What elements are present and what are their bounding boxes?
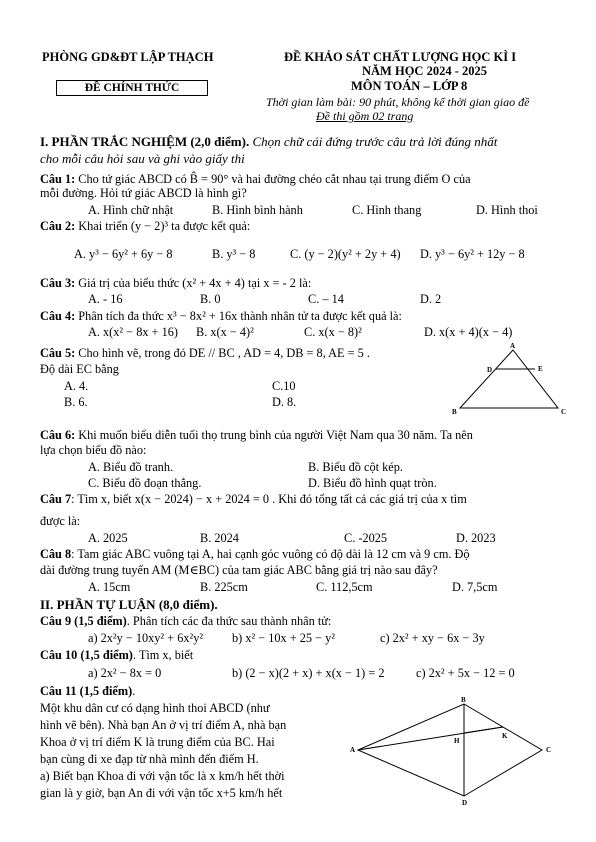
label-c: C	[546, 746, 552, 754]
q9-text: Câu 9 (1,5 điểm). Phân tích các đa thức sau thành nhân tử:	[40, 614, 332, 628]
q6-option-c: C. Biểu đồ đoạn thẳng.	[88, 476, 202, 490]
q4-option-b: B. x(x − 4)²	[196, 325, 254, 339]
q2-option-a: A. y³ − 6y² + 6y − 8	[74, 247, 173, 261]
q5-option-b: B. 6.	[64, 395, 88, 409]
q2-text: Câu 2: Khai triển (y − 2)³ ta được kết quả:	[40, 219, 251, 233]
label-k: K	[502, 732, 508, 740]
q7-option-d: D. 2023	[456, 531, 496, 545]
label-d: D	[462, 799, 468, 807]
q1-text: Câu 1: Cho tứ giác ABCD có B̂ = 90° và hai đường chéo cắt nhau tại trung điểm O của	[40, 172, 471, 186]
q7-option-a: A. 2025	[88, 531, 128, 545]
q6-text-2: lựa chọn biểu đồ nào:	[40, 443, 147, 457]
q5-option-a: A. 4.	[64, 379, 89, 393]
triangle-abc	[460, 350, 558, 408]
q8-option-a: A. 15cm	[88, 580, 131, 594]
q8-text: Câu 8: Tam giác ABC vuông tại A, hai cạnh góc vuông có độ dài là 12 cm và 9 cm. Độ	[40, 547, 470, 561]
q5-option-d: D. 8.	[272, 395, 297, 409]
q4-text: Câu 4: Phân tích đa thức x³ − 8x² + 16x thành nhân tử ta được kết quả là:	[40, 309, 402, 323]
label-a: A	[510, 342, 516, 350]
q5-option-c: C.10	[272, 379, 296, 393]
exam-title: ĐỀ KHẢO SÁT CHẤT LƯỢNG HỌC KÌ I	[284, 50, 517, 64]
q9-part-a: a) 2x²y − 10xy² + 6x²y²	[88, 631, 204, 645]
q11-rhombus-figure	[348, 696, 558, 808]
label-c: C	[561, 408, 567, 416]
subject-title: MÔN TOÁN – LỚP 8	[351, 79, 468, 93]
q1-option-d: D. Hình thoi	[476, 203, 538, 217]
q7-text: Câu 7: Tìm x, biết x(x − 2024) − x + 2024 = 0 . Khi đó tổng tất cả các giá trị của x tìm	[40, 492, 467, 506]
q3-option-c: C. – 14	[308, 292, 344, 306]
q3-option-a: A. - 16	[88, 292, 123, 306]
q5-text: Câu 5: Cho hình vẽ, trong đó DE // BC , AD = 4, DB = 8, AE = 5 .	[40, 346, 370, 360]
q2-option-c: C. (y − 2)(y² + 2y + 4)	[290, 247, 401, 261]
q9-part-c: c) 2x² + xy − 6x − 3y	[380, 631, 485, 645]
q10-text: Câu 10 (1,5 điểm). Tìm x, biết	[40, 648, 194, 662]
q2-option-d: D. y³ − 6y² + 12y − 8	[420, 247, 525, 261]
label-d: D	[487, 366, 493, 374]
q11-line-1: Một khu dân cư có dạng hình thoi ABCD (như	[40, 701, 270, 715]
q9-part-b: b) x² − 10x + 25 − y²	[232, 631, 335, 645]
official-badge: ĐỀ CHÍNH THỨC	[56, 80, 208, 96]
q7-option-b: B. 2024	[200, 531, 239, 545]
label-h: H	[454, 737, 460, 745]
exam-time: Thời gian làm bài: 90 phút, không kể thời gian giao đề	[266, 95, 530, 109]
q1-option-c: C. Hình thang	[352, 203, 422, 217]
q6-text: Câu 6: Khi muốn biểu diễn tuổi thọ trung bình của người Việt Nam qua 30 năm. Ta nên	[40, 428, 473, 442]
q11-line-4: bạn cùng đi xe đạp từ nhà mình đến điểm H.	[40, 752, 259, 766]
q6-option-d: D. Biểu đồ hình quạt tròn.	[308, 476, 437, 490]
q1-option-b: B. Hình bình hành	[212, 203, 303, 217]
part1-instruction: cho mỗi câu hỏi sau và ghi vào giấy thi	[40, 151, 245, 166]
school-year: NĂM HỌC 2024 - 2025	[362, 64, 487, 78]
q4-option-a: A. x(x² − 8x + 16)	[88, 325, 178, 339]
q11-line-2: hình vẽ bên). Nhà bạn An ở vị trí điểm A, nhà bạn	[40, 718, 287, 732]
q7-text-2: được là:	[40, 514, 81, 528]
q3-option-b: B. 0	[200, 292, 221, 306]
q7-option-c: C. -2025	[344, 531, 388, 545]
page-count: Đề thi gồm 02 trang	[316, 109, 414, 123]
q8-option-d: D. 7,5cm	[452, 580, 498, 594]
label-b: B	[461, 696, 466, 704]
q10-part-c: c) 2x² + 5x − 12 = 0	[416, 666, 515, 680]
part2-heading: II. PHẦN TỰ LUẬN (8,0 điểm).	[40, 597, 218, 612]
q1-option-a: A. Hình chữ nhật	[88, 203, 174, 217]
label-a: A	[350, 746, 356, 754]
q10-part-b: b) (2 − x)(2 + x) + x(x − 1) = 2	[232, 666, 385, 680]
q11-line-5: a) Biết bạn Khoa đi với vận tốc là x km/h hết thời	[40, 769, 285, 783]
q11-heading: Câu 11 (1,5 điểm).	[40, 684, 136, 698]
q6-option-a: A. Biểu đồ tranh.	[88, 460, 174, 474]
label-b: B	[452, 408, 457, 416]
segment-hk	[464, 727, 503, 733]
q5-text-2: Độ dài EC bằng	[40, 362, 119, 376]
q5-triangle-figure	[440, 340, 580, 418]
q4-option-d: D. x(x + 4)(x − 4)	[424, 325, 513, 339]
q4-option-c: C. x(x − 8)²	[304, 325, 362, 339]
q6-option-b: B. Biểu đồ cột kép.	[308, 460, 403, 474]
q10-part-a: a) 2x² − 8x = 0	[88, 666, 162, 680]
rhombus-abcd	[358, 704, 542, 796]
department-name: PHÒNG GD&ĐT LẬP THẠCH	[42, 50, 214, 64]
q8-option-c: C. 112,5cm	[316, 580, 373, 594]
q8-option-b: B. 225cm	[200, 580, 248, 594]
q8-text-2: dài đường trung tuyến AM (M∈BC) của tam giác ABC bằng giá trị nào sau đây?	[40, 563, 438, 577]
q3-option-d: D. 2	[420, 292, 442, 306]
q11-line-6: gian là y giờ, bạn An đi với vận tốc x+5 km/h hết	[40, 786, 283, 800]
part1-heading: I. PHẦN TRẮC NGHIỆM (2,0 điểm). Chọn chữ cái đứng trước câu trả lời đúng nhất	[40, 134, 498, 149]
label-e: E	[538, 365, 543, 373]
q1-text-2: mỗi đường. Hỏi tứ giác ABCD là hình gì?	[40, 186, 247, 200]
q3-text: Câu 3: Giá trị của biểu thức (x² + 4x + 4) tại x = - 2 là:	[40, 276, 312, 290]
q11-line-3: Khoa ở vị trí điểm K là trung điểm của BC. Hai	[40, 735, 275, 749]
q2-option-b: B. y³ − 8	[212, 247, 256, 261]
